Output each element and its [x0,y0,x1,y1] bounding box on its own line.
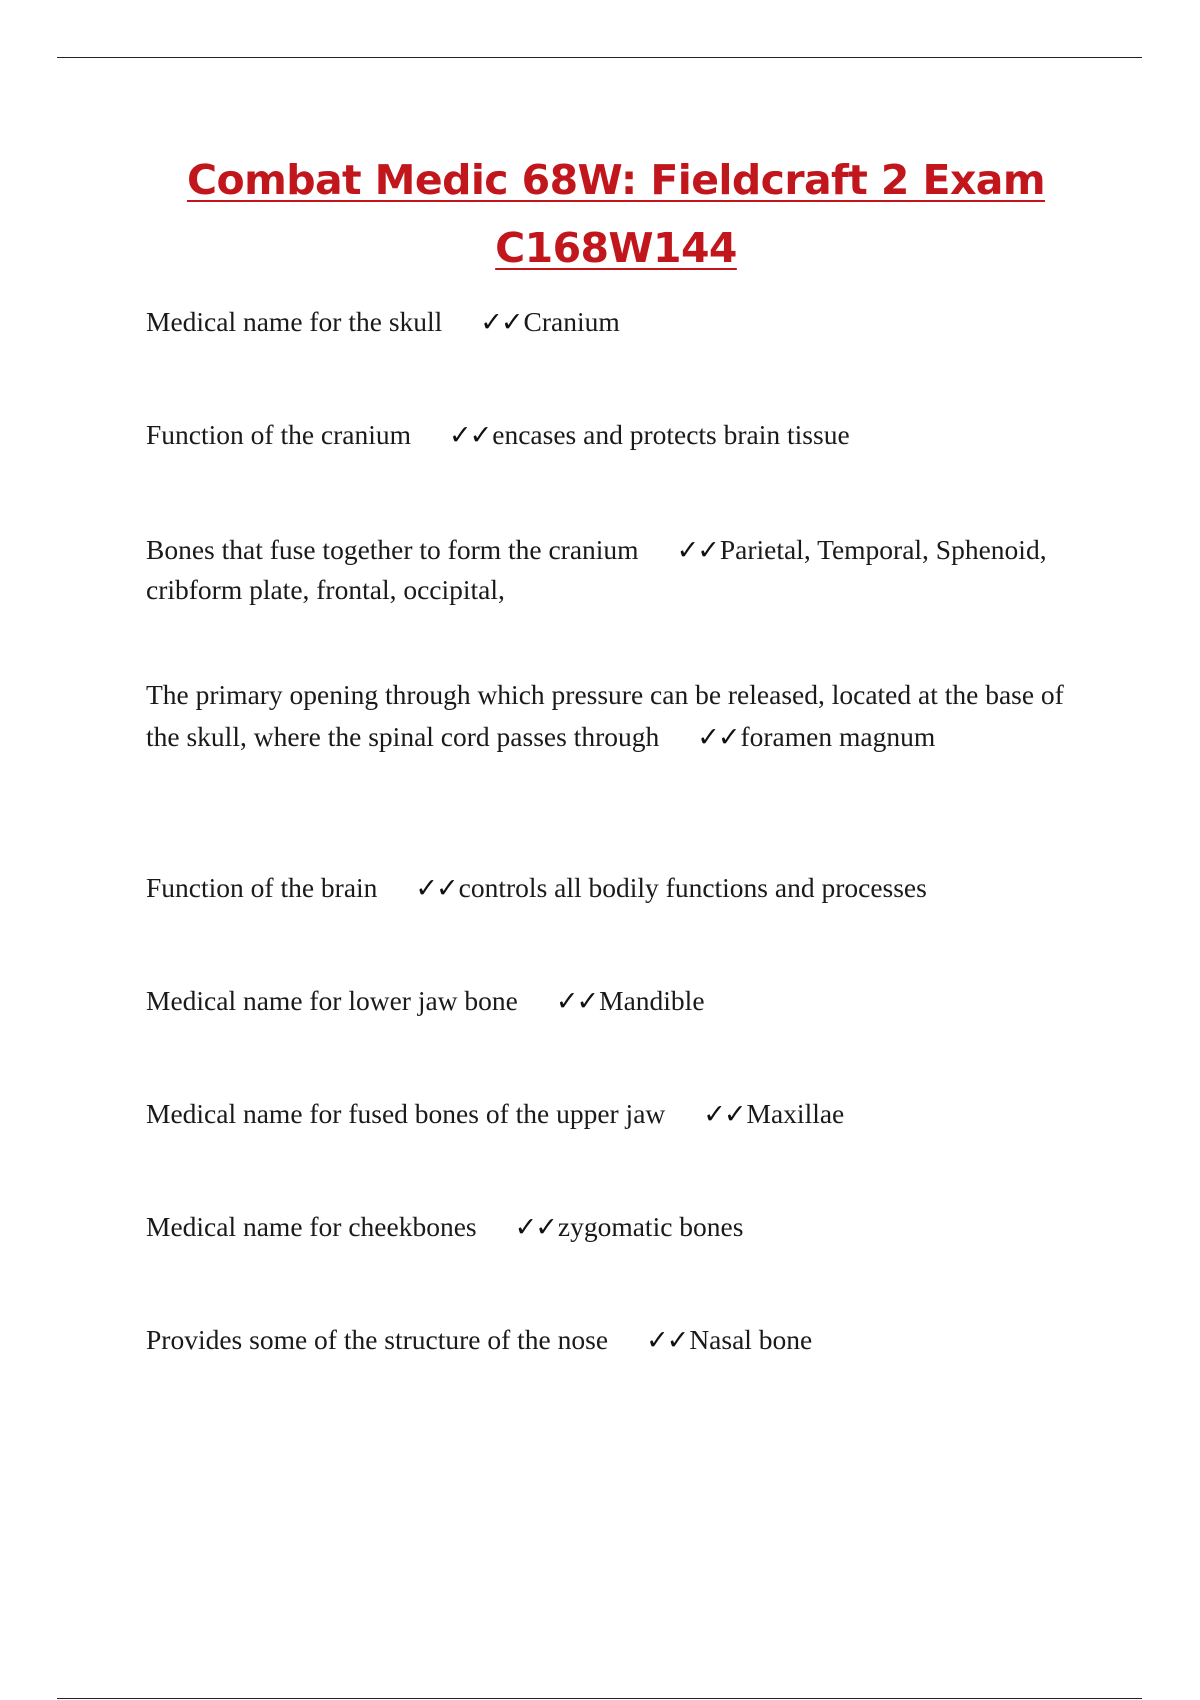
document-title [0,146,1200,282]
question-text: Medical name for cheekbones [146,1211,477,1242]
qa-item [146,1320,1076,1360]
footer-rule [57,1698,1142,1699]
answer-text: encases and protects brain tissue [492,419,850,450]
question-text: Provides some of the structure of the nose [146,1324,609,1355]
answer-text: Mandible [599,985,705,1016]
header-rule [57,57,1142,58]
answer-text: controls all bodily functions and processes [458,872,927,903]
qa-item [146,868,1076,908]
qa-item [146,530,1076,609]
question-text: Medical name for the skull [146,306,443,337]
double-check-icon: ✓✓ [415,873,457,904]
title-line-2: C168W144 [495,224,737,272]
question-text: Function of the cranium [146,419,412,450]
double-check-icon: ✓✓ [555,986,598,1017]
qa-item [146,1094,1076,1134]
qa-item [146,1207,1076,1247]
double-check-icon: ✓✓ [449,420,491,451]
question-text: Medical name for lower jaw bone [146,985,518,1016]
double-check-icon: ✓✓ [676,535,718,566]
question-text: Bones that fuse together to form the cranium [146,534,639,565]
answer-text: foramen magnum [740,721,936,752]
question-text: The primary opening through which pressure can be released, located at the base of the skull, where the spinal cord passes through [146,679,1064,752]
title-line-1: Combat Medic 68W: Fieldcraft 2 Exam [187,156,1045,204]
answer-text: Maxillae [746,1098,845,1129]
answer-text: Parietal, Temporal, Sphenoid, cribform plate, frontal, occipital, [146,534,1047,605]
qa-item [146,302,1076,342]
double-check-icon: ✓✓ [480,307,522,338]
answer-text: Cranium [523,306,620,337]
qa-item [146,674,1076,759]
double-check-icon: ✓✓ [514,1212,556,1243]
double-check-icon: ✓✓ [703,1099,745,1130]
answer-text: zygomatic bones [557,1211,744,1242]
question-text: Function of the brain [146,872,378,903]
question-text: Medical name for fused bones of the upper jaw [146,1098,666,1129]
double-check-icon: ✓✓ [646,1325,688,1356]
answer-text: Nasal bone [689,1324,813,1355]
qa-item [146,415,1076,455]
qa-item [146,981,1076,1021]
double-check-icon: ✓✓ [697,722,739,753]
